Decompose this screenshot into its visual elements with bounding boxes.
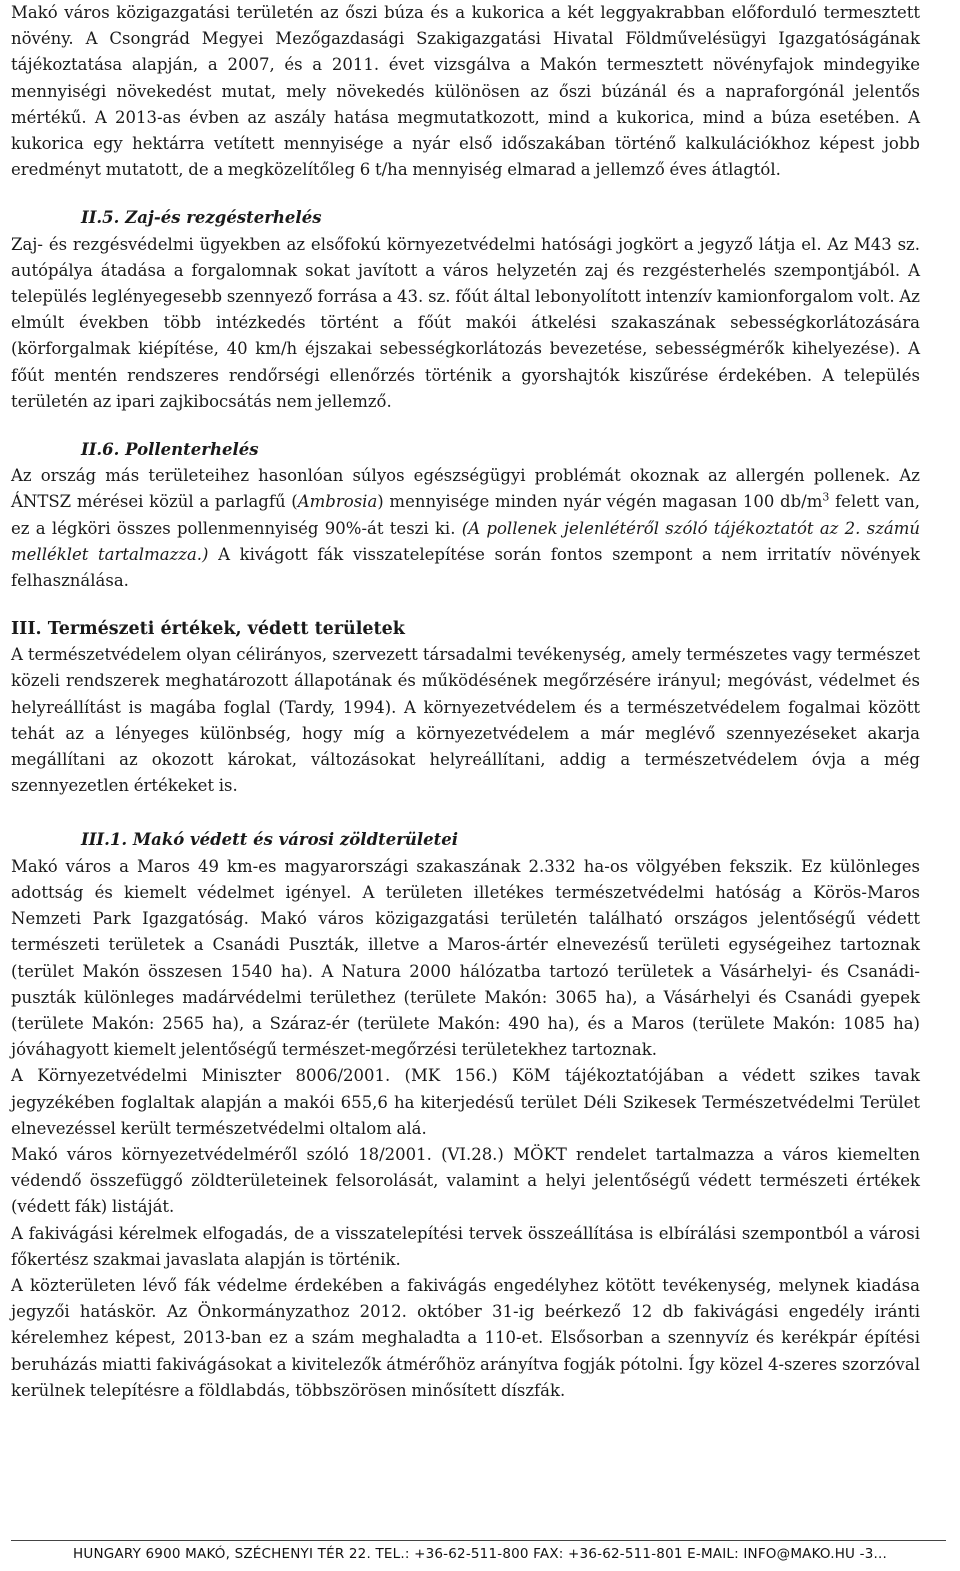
- paragraph-local-decree: Makó város környezetvédelméről szóló 18/2001. (VI.28.) MÖKT rendelet tartalmazza a város kiemelten védendő összefüggő zöldterületeinek felsorolását, valamint a helyi jelentőségű védett természeti értékek (védett fák) listáját.: [11, 1144, 920, 1217]
- chapter-heading-nature: III. Természeti értékek, védett területek: [11, 619, 405, 640]
- section-heading-protected-areas: III.1. Makó védett és városi zöldterületei: [81, 830, 459, 850]
- paragraph-tree-felling-requests: A fakivágási kérelmek elfogadás, de a visszatelepítési tervek összeállítása is elbírálási szempontból a városi főkertész szakmai javaslata alapján is történik.: [11, 1223, 920, 1269]
- paragraph-protected-areas: Makó város a Maros 49 km-es magyarországi szakaszának 2.332 ha-os völgyében fekszik. Ez különleges adottság és kiemelt védelmet igényel. A területen illetékes természetvédelmi hatóság a Körös-Maros Nemzeti Park Igazgatóság. Makó város közigazgatási területén található országos jelentőségű védett természeti területek a Csanádi Puszták, illetve a Maros-ártér elnevezésű területi egységeihez tartoznak (terület Makón összesen 1540 ha). A Natura 2000 hálózatba tartozó területek a Vásárhelyi- és Csanádi-puszták különleges madárvédelmi területhez (területe Makón: 3065 ha), a Vásárhelyi és Csanádi gyepek (területe Makón: 2565 ha), a Száraz-ér (területe Makón: 490 ha), és a Maros (területe Makón: 1085 ha) jóváhagyott kiemelt jelentőségű természet-megőrzési területekhez tartoznak.: [11, 856, 920, 1060]
- paragraph-minister-notice: A Környezetvédelmi Miniszter 8006/2001. (MK 156.) KöM tájékoztatójában a védett szikes tavak jegyzékében foglaltak alapján a makói 655,6 ha kiterjedésű terület Déli Szikesek Természetvédelmi Terület elnevezéssel került természetvédelmi oltalom alá.: [11, 1066, 920, 1138]
- page-footer: HUNGARY 6900 MAKÓ, SZÉCHENYI TÉR 22. TEL.: +36-62-511-800 FAX: +36-62-511-801 E-MAIL: INFO@MAKO.HU -3...: [73, 1546, 887, 1562]
- paragraph-tree-protection: A közterületen lévő fák védelme érdekében a fakivágás engedélyhez kötött tevékenység, melynek kiadása jegyzői hatáskör. Az Önkormányzathoz 2012. október 31-ig beérkező 12 db fakivágási engedély iránti kérelemhez képest, 2013-ban ez a szám meghaladta a 110-et. Elsősorban a szennyvíz és kerékpár építési beruházás miatti fakivágásokat a kivitelezők átmérőhöz arányítva fogják pótolni. Így közel 4-szeres szorzóval kerülnek telepítésre a földlabdás, többszörösen minősített díszfák.: [11, 1275, 920, 1400]
- paragraph-nature-protection: A természetvédelem olyan célirányos, szervezett társadalmi tevékenység, amely természetes vagy természet közeli rendszerek meghatározott állapotának és működésének megőrzésére irányul; megóvást, védelmet és helyreállítást is magába foglal (Tardy, 1994). A környezetvédelem és a természetvédelem fogalmai között tehát az a lényeges különbség, hogy míg a környezetvédelem a már meglévő szennyezéseket akarja megállítani az okozott károkat, változásokat helyreállítani, addig a természetvédelem óvja a még szennyezetlen értékeket is.: [11, 645, 920, 796]
- paragraph-pollen: Az ország más területeihez hasonlóan súlyos egészségügyi problémát okoznak az allergén pollenek. Az ÁNTSZ mérései közül a parlagfű (Ambrosia) mennyisége minden nyár végén magasan 100 $db/m^3$ felett van, ez a légköri összes pollenmennyiség 90%-át teszi ki. (A pollenek jelenlétéről szóló tájékoztatót az 2. számú melléklet tartalmazza.) A kivágott fák visszatelepítése során fontos szempont a nem irritatív növények felhasználása.: [11, 466, 920, 591]
- pollen-annex-note: (A pollenek jelenlétéről szóló tájékoztatót az 2. számú melléklet tartalmazza.): [11, 518, 920, 564]
- ambrosia-term: Ambrosia: [297, 492, 378, 512]
- paragraph-noise: Zaj- és rezgésvédelmi ügyekben az elsőfokú környezetvédelmi hatósági jogkört a jegyző látja el. Az M43 sz. autópálya átadása a forgalomnak sokat javított a város helyzetén zaj és rezgésterhelés szempontjából. A település leglényegesebb szennyező forrása a 43. sz. főút által lebonyolított intenzív kamionforgalom volt. Az elmúlt években több intézkedés történt a főút makói átkelési szakaszának sebességkorlátozására (körforgalmak kiépítése, 40 km/h éjszakai sebességkorlátozás bevezetése, sebességmérők kihelyezése). A főút mentén rendszeres rendőrségi ellenőrzés történik a gyorshajtók kiszűrése érdekében. A település területén az ipari zajkibocsátás nem jellemző.: [11, 234, 920, 411]
- section-heading-pollen: II.6. Pollenterhelés: [81, 440, 259, 460]
- footer-divider: [11, 1540, 946, 1541]
- paragraph-crops: Makó város közigazgatási területén az őszi búza és a kukorica a két leggyakrabban előforduló termesztett növény. A Csongrád Megyei Mezőgazdasági Szakigazgatási Hivatal Földművelésügyi Igazgatóságának tájékoztatása alapján, a 2007, és a 2011. évet vizsgálva a Makón termesztett növényfajok mindegyike mennyiségi növekedést mutat, mely növekedés különösen az őszi búzánál és a napraforgónál jelentős mértékű. A 2013-as évben az aszály hatása megmutatkozott, mind a kukorica, mind a búza esetében. A kukorica egy hektárra vetített mennyisége a nyár első időszakában történő kalkulációkhoz képest jobb eredményt mutatott, de a megközelítőleg 6 t/ha mennyiség elmarad a jellemző éves átlagtól.: [11, 3, 920, 180]
- section-heading-noise: II.5. Zaj-és rezgésterhelés: [81, 208, 322, 228]
- document-page: [11, 0, 920, 1404]
